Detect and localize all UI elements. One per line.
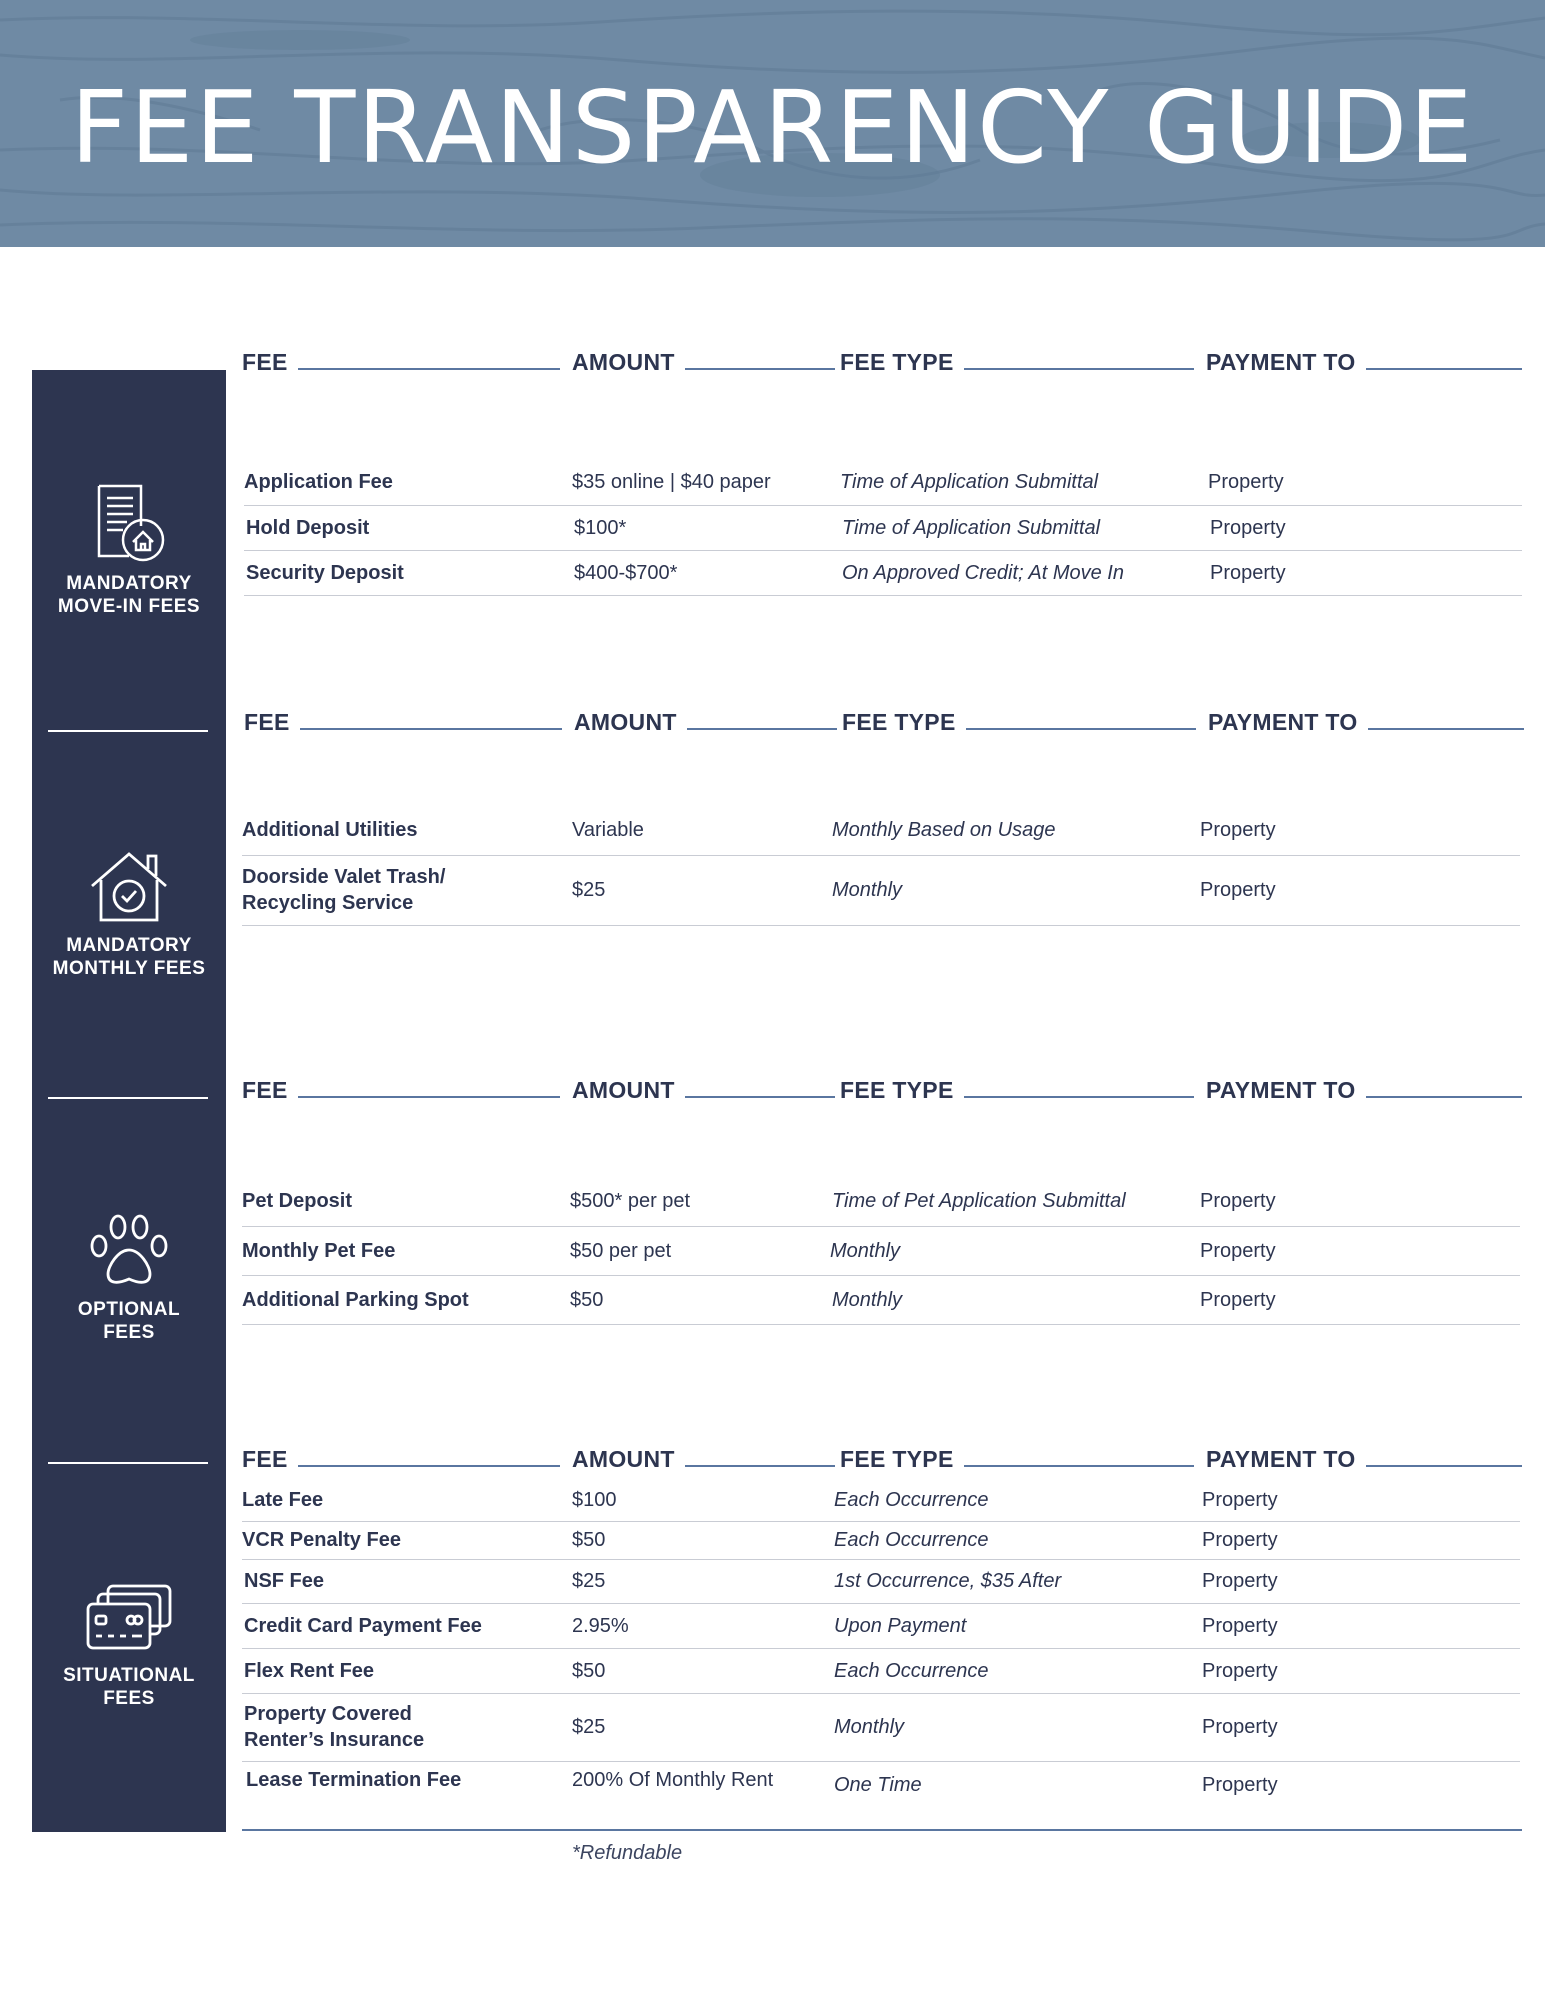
document-house-icon — [89, 482, 169, 562]
fee-type: On Approved Credit; At Move In — [842, 561, 1124, 584]
header-banner — [0, 0, 1545, 247]
divider — [48, 1097, 208, 1099]
fee-name: Pet Deposit — [242, 1190, 353, 1212]
fee-amount: $25 — [572, 1570, 606, 1592]
fee-type: Each Occurrence — [834, 1489, 989, 1511]
column-fee-type-header: FEE TYPE — [840, 1070, 1194, 1110]
fee-type: Each Occurrence — [834, 1659, 989, 1682]
column-payment-to-header: PAYMENT TO — [1206, 1439, 1522, 1479]
fee-amount: $25 — [572, 879, 606, 901]
table-row — [242, 1521, 1520, 1560]
category-move-in — [32, 482, 226, 618]
divider — [48, 730, 208, 732]
column-amount-header: AMOUNT — [574, 702, 837, 742]
fee-name: VCR Penalty Fee — [242, 1529, 401, 1551]
column-fee-header: FEE — [242, 1439, 560, 1479]
table-row — [244, 458, 1522, 506]
fee-amount: $50 per pet — [570, 1239, 672, 1262]
table-row — [244, 505, 1522, 551]
table-row — [242, 1559, 1520, 1604]
fee-amount: $100 — [572, 1489, 617, 1511]
fee-amount: 2.95% — [572, 1614, 629, 1637]
column-header-row — [242, 1439, 1522, 1479]
fee-type: Time of Application Submittal — [840, 470, 1099, 493]
footnote: *Refundable — [572, 1842, 683, 1864]
payment-to: Property — [1202, 1614, 1278, 1637]
paw-icon — [88, 1212, 170, 1288]
category-label: MOVE-IN FEES — [57, 596, 201, 617]
fee-name: NSF Fee — [244, 1570, 325, 1592]
column-amount-header: AMOUNT — [572, 342, 835, 382]
fee-name: Flex Rent Fee — [244, 1659, 375, 1682]
table-row — [242, 855, 1520, 926]
category-situational — [32, 1582, 226, 1710]
fee-name: Hold Deposit — [246, 516, 370, 539]
fee-type: Time of Pet Application Submittal — [832, 1190, 1126, 1212]
payment-to: Property — [1202, 1570, 1278, 1592]
fee-amount: 200% Of Monthly Rent — [572, 1769, 774, 1791]
category-monthly — [32, 850, 226, 980]
table-row — [242, 1176, 1520, 1227]
fee-type: Monthly — [830, 1239, 901, 1262]
category-optional — [32, 1212, 226, 1344]
column-fee-type-header: FEE TYPE — [840, 1439, 1194, 1479]
payment-to: Property — [1200, 819, 1276, 841]
divider — [48, 1462, 208, 1464]
table-row — [242, 1693, 1520, 1762]
table-row — [242, 1648, 1520, 1694]
payment-to: Property — [1200, 1288, 1276, 1311]
table-row — [242, 1603, 1520, 1649]
fee-name: Credit Card Payment Fee — [244, 1614, 482, 1637]
fee-name: Property Covered Renter’s Insurance — [244, 1703, 425, 1751]
fee-type: Monthly — [832, 1288, 903, 1311]
table-row — [242, 1479, 1520, 1522]
fee-type: Monthly — [832, 879, 903, 901]
fee-type: Time of Application Submittal — [842, 516, 1101, 539]
fee-amount: Variable — [572, 819, 644, 841]
payment-to: Property — [1210, 561, 1286, 584]
fee-type: Monthly Based on Usage — [832, 819, 1056, 841]
fee-name: Additional Parking Spot — [242, 1288, 469, 1311]
column-fee-header: FEE — [242, 342, 560, 382]
table-row — [242, 805, 1520, 856]
page-title: FEE TRANSPARENCY GUIDE — [70, 69, 1475, 186]
category-label: MANDATORY — [66, 573, 192, 594]
payment-to: Property — [1200, 1190, 1276, 1212]
category-label: MONTHLY FEES — [52, 958, 206, 979]
fee-amount: $400-$700* — [574, 561, 678, 584]
table-bottom-rule — [242, 1829, 1522, 1831]
category-label: MANDATORY — [66, 935, 192, 956]
fee-type: Monthly — [834, 1716, 905, 1738]
column-header-row — [242, 342, 1522, 382]
table-row — [244, 550, 1522, 596]
column-header-row — [242, 1070, 1522, 1110]
payment-to: Property — [1208, 470, 1284, 493]
payment-to: Property — [1200, 879, 1276, 901]
payment-to: Property — [1202, 1529, 1278, 1551]
category-label: FEES — [103, 1322, 155, 1343]
payment-to: Property — [1202, 1774, 1278, 1796]
column-payment-to-header: PAYMENT TO — [1208, 702, 1524, 742]
category-label: OPTIONAL — [77, 1299, 181, 1320]
fee-name: Late Fee — [242, 1489, 324, 1511]
fee-amount: $100* — [574, 516, 627, 539]
category-label: FEES — [103, 1688, 155, 1709]
category-label: SITUATIONAL — [63, 1665, 195, 1686]
fee-type: 1st Occurrence, $35 After — [834, 1570, 1062, 1592]
credit-card-icon — [84, 1582, 174, 1654]
column-payment-to-header: PAYMENT TO — [1206, 342, 1522, 382]
fee-amount: $25 — [572, 1716, 606, 1738]
column-amount-header: AMOUNT — [572, 1439, 835, 1479]
fee-name: Application Fee — [244, 470, 393, 493]
fee-amount: $35 online | $40 paper — [572, 470, 771, 493]
fee-amount: $500* per pet — [570, 1190, 691, 1212]
house-check-icon — [88, 850, 170, 924]
fee-name: Lease Termination Fee — [246, 1769, 462, 1791]
payment-to: Property — [1202, 1659, 1278, 1682]
fee-amount: $50 — [570, 1288, 604, 1311]
column-payment-to-header: PAYMENT TO — [1206, 1070, 1522, 1110]
column-fee-type-header: FEE TYPE — [842, 702, 1196, 742]
column-fee-type-header: FEE TYPE — [840, 342, 1194, 382]
category-sidebar — [32, 370, 226, 1832]
fee-name: Doorside Valet Trash/ Recycling Service — [242, 866, 446, 914]
fee-amount: $50 — [572, 1659, 606, 1682]
payment-to: Property — [1200, 1239, 1276, 1262]
fee-amount: $50 — [572, 1529, 606, 1551]
payment-to: Property — [1210, 516, 1286, 539]
fee-name: Monthly Pet Fee — [242, 1239, 396, 1262]
payment-to: Property — [1202, 1716, 1278, 1738]
column-fee-header: FEE — [242, 1070, 560, 1110]
table-row — [242, 1226, 1520, 1276]
table-row — [242, 1275, 1520, 1325]
fee-type: Each Occurrence — [834, 1529, 989, 1551]
table-row — [242, 1761, 1520, 1809]
column-header-row — [244, 702, 1524, 742]
column-fee-header: FEE — [244, 702, 562, 742]
payment-to: Property — [1202, 1489, 1278, 1511]
fee-name: Security Deposit — [246, 561, 404, 584]
fee-type: One Time — [834, 1774, 922, 1796]
fee-type: Upon Payment — [834, 1614, 967, 1637]
column-amount-header: AMOUNT — [572, 1070, 835, 1110]
fee-name: Additional Utilities — [242, 819, 418, 841]
